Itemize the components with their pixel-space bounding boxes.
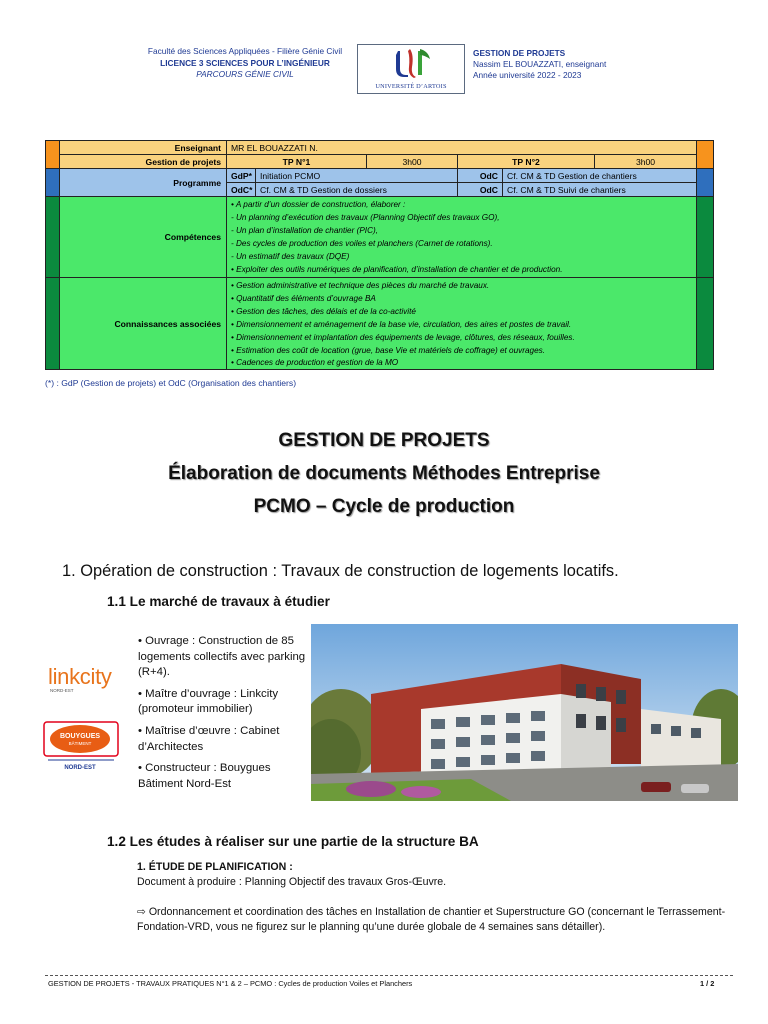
fact-constructeur	[138, 761, 308, 792]
connaissances-label: Connaissances associées	[59, 277, 227, 370]
enseignant-label: Enseignant	[59, 140, 227, 155]
course-name: GESTION DE PROJETS	[473, 48, 566, 58]
tp2-label: TP N°2	[457, 154, 595, 169]
row-marker-green	[696, 277, 714, 370]
row-marker-orange	[45, 140, 60, 169]
connaissance-item: • Gestion administrative et technique des pièces du marché de travaux.	[231, 281, 490, 290]
course-info-table	[45, 140, 714, 370]
tp2-duration: 3h00	[594, 154, 697, 169]
competence-item: - Des cycles de production des voiles et planchers (Carnet de rotations).	[231, 238, 493, 248]
section-heading: 1. Opération de construction : Travaux de construction de logements locatifs.	[62, 562, 619, 580]
main-subtitle-2: PCMO – Cycle de production	[253, 496, 515, 517]
linkcity-logo-subtext: NORD-EST	[50, 688, 74, 693]
row-marker-orange	[696, 140, 714, 169]
row-marker-blue	[45, 168, 60, 197]
competences-list	[226, 196, 697, 278]
bouygues-logo-text-2: BÂTIMENT	[68, 741, 92, 746]
linkcity-logo	[48, 666, 128, 702]
footer-divider	[45, 975, 733, 976]
main-title: GESTION DE PROJETS	[278, 430, 490, 451]
competence-item: • A partir d’un dossier de construction, élaborer :	[231, 200, 406, 209]
connaissance-item: • Dimensionnement et implantation des équipements de levage, clôtures, des réseaux, fouilles.	[231, 332, 575, 342]
study-document: Document à produire : Planning Objectif des travaux Gros-Œuvre.	[137, 876, 447, 888]
subsection-heading: 1.2 Les études à réaliser sur une partie de la structure BA	[107, 834, 479, 849]
table-footnote: (*) : GdP (Gestion de projets) et OdC (Organisation des chantiers)	[45, 378, 297, 388]
study-paragraph: ⇨ Ordonnancement et coordination des tâches en Installation de chantier et Superstructure GO (concernant le Terrassement-Fondation-VRD, vous ne figurez sur le planning qu’une durée globale de 4 semaines sans détailler).	[137, 906, 726, 933]
programme-code: OdC	[457, 182, 503, 197]
programme-item: Cf. CM & TD Suivi de chantiers	[502, 182, 697, 197]
competence-item: - Un estimatif des travaux (DQE)	[231, 251, 350, 261]
row-marker-green	[45, 277, 60, 370]
page-number: 1 / 2	[700, 979, 715, 988]
enseignant-value: MR EL BOUAZZATI N.	[226, 140, 697, 155]
faculty-line: Faculté des Sciences Appliquées - Filière Génie Civil	[147, 46, 343, 56]
planning-study-block	[137, 860, 737, 935]
programme-item: Initiation PCMO	[255, 168, 458, 183]
subsection-heading: 1.1 Le marché de travaux à étudier	[107, 594, 330, 609]
connaissance-item: • Gestion des tâches, des délais et de la co-activité	[231, 306, 416, 316]
building-rendering-illustration	[311, 624, 738, 801]
connaissance-item: • Quantitatif des éléments d’ouvrage BA	[231, 293, 376, 303]
fact-label: • Maître d’ouvrage :	[138, 687, 241, 700]
fact-label: • Constructeur :	[138, 762, 220, 775]
bouygues-logo-subtext: NORD-EST	[64, 765, 96, 771]
fact-ouvrage	[138, 634, 308, 681]
competences-label: Compétences	[59, 196, 227, 278]
parcours-line: PARCOURS GÉNIE CIVIL	[196, 69, 294, 79]
fact-maitre-ouvrage	[138, 687, 308, 718]
building-rendering-image	[311, 624, 738, 801]
fact-value: Bouygues Bâtiment Nord-Est	[138, 762, 271, 790]
programme-item: Cf. CM & TD Gestion de chantiers	[502, 168, 697, 183]
fact-value: Construction de 85 logements collectifs avec parking (R+4).	[138, 635, 306, 679]
competence-item: • Exploiter des outils numériques de planification, d’installation de chantier et de production.	[231, 264, 563, 274]
programme-label: Programme	[59, 168, 227, 197]
tp1-duration: 3h00	[366, 154, 458, 169]
competence-item: - Un plan d’installation de chantier (PIC),	[231, 225, 378, 235]
bouygues-logo-mark	[42, 718, 120, 773]
competence-item: - Un planning d’exécution des travaux (Planning Objectif des travaux GO),	[231, 212, 500, 222]
bouygues-logo	[42, 718, 120, 773]
footer-text: GESTION DE PROJETS - TRAVAUX PRATIQUES N°1 & 2 – PCMO : Cycles de production Voiles et Planchers	[48, 979, 413, 988]
bouygues-logo-text-1: BOUYGUES	[59, 733, 101, 740]
fact-value: Linkcity (promoteur immobilier)	[138, 687, 279, 716]
programme-item: Cf. CM & TD Gestion de dossiers	[255, 182, 458, 197]
connaissance-item: • Cadences de production et gestion de la MO	[231, 358, 399, 368]
programme-code: OdC	[457, 168, 503, 183]
fact-maitrise-oeuvre	[138, 724, 308, 755]
fact-label: • Ouvrage :	[138, 635, 199, 647]
row-marker-green	[45, 196, 60, 278]
header-left-block	[100, 46, 390, 81]
header-right-block	[473, 48, 673, 81]
programme-code: OdC*	[226, 182, 256, 197]
project-facts-list	[138, 634, 308, 798]
tp1-label: TP N°1	[226, 154, 367, 169]
main-subtitle: Élaboration de documents Méthodes Entreprise	[168, 463, 600, 484]
programme-code: GdP*	[226, 168, 256, 183]
row-marker-blue	[696, 168, 714, 197]
academic-year: Année université 2022 - 2023	[473, 70, 582, 80]
connaissance-item: • Dimensionnement et aménagement de la base vie, circulation, des aires et postes de travail.	[231, 319, 572, 329]
linkcity-logo-text: linkcity	[48, 664, 112, 689]
university-logo-caption: UNIVERSITÉ D’ARTOIS	[375, 83, 447, 90]
licence-line: LICENCE 3 SCIENCES POUR L’INGÉNIEUR	[160, 57, 330, 68]
teacher-name: Nassim EL BOUAZZATI, enseignant	[473, 59, 607, 69]
connaissances-list	[226, 277, 697, 370]
row-marker-green	[696, 196, 714, 278]
university-logo	[357, 44, 465, 94]
study-title: 1. ÉTUDE DE PLANIFICATION :	[137, 861, 293, 873]
fact-label: • Maîtrise d’œuvre :	[138, 724, 241, 737]
fact-value: Cabinet d’Architectes	[138, 724, 280, 753]
gestion-label: Gestion de projets	[59, 154, 227, 169]
connaissance-item: • Estimation des coût de location (grue, base Vie et matériels de coffrage) et ouvrages.	[231, 345, 546, 355]
university-logo-mark	[358, 45, 466, 85]
